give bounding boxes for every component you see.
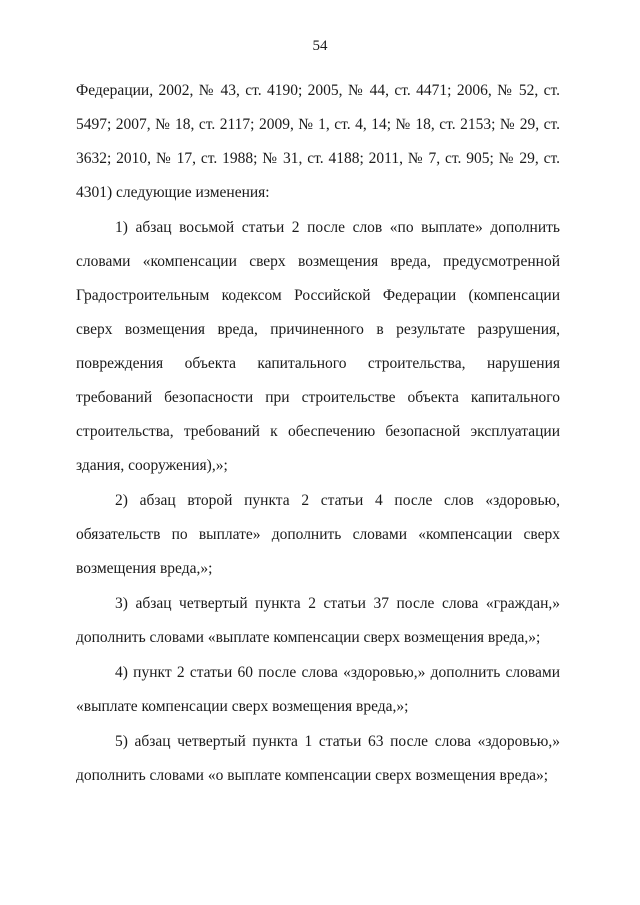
paragraph-item-2: 2) абзац второй пункта 2 статьи 4 после слов «здоровью, обязательств по выплате» дополнить словами «компенсации сверх возмещения вреда,»; [76, 492, 560, 577]
document-body [76, 74, 560, 794]
paragraph-item-3: 3) абзац четвертый пункта 2 статьи 37 после слова «граждан,» дополнить словами «выплате компенсации сверх возмещения вреда,»; [76, 595, 560, 646]
paragraph-item-1: 1) абзац восьмой статьи 2 после слов «по выплате» дополнить словами «компенсации сверх возмещения вреда, предусмотренной Градостроительным кодексом Российской Федерации (компенсации сверх возмещения вреда, причиненного в результате разрушения, повреждения объекта капитального строительства, нарушения требований безопасности при строительстве объекта капитального строительства, требований к обеспечению безопасной эксплуатации здания, сооружения),»; [76, 219, 560, 474]
paragraph-item-4: 4) пункт 2 статьи 60 после слова «здоровью,» дополнить словами «выплате компенсации сверх возмещения вреда,»; [76, 664, 560, 715]
page-number: 54 [312, 38, 328, 54]
paragraph-item-5: 5) абзац четвертый пункта 1 статьи 63 после слова «здоровью,» дополнить словами «о выплате компенсации сверх возмещения вреда»; [76, 733, 560, 784]
paragraph-continuation: Федерации, 2002, № 43, ст. 4190; 2005, № 44, ст. 4471; 2006, № 52, ст. 5497; 2007, № 18, ст. 2117; 2009, № 1, ст. 4, 14; № 18, ст. 2153; № 29, ст. 3632; 2010, № 17, ст. 1988; № 31, ст. 4188; 2011, № 7, ст. 905; № 29, ст. 4301) следующие изменения: [76, 82, 560, 201]
